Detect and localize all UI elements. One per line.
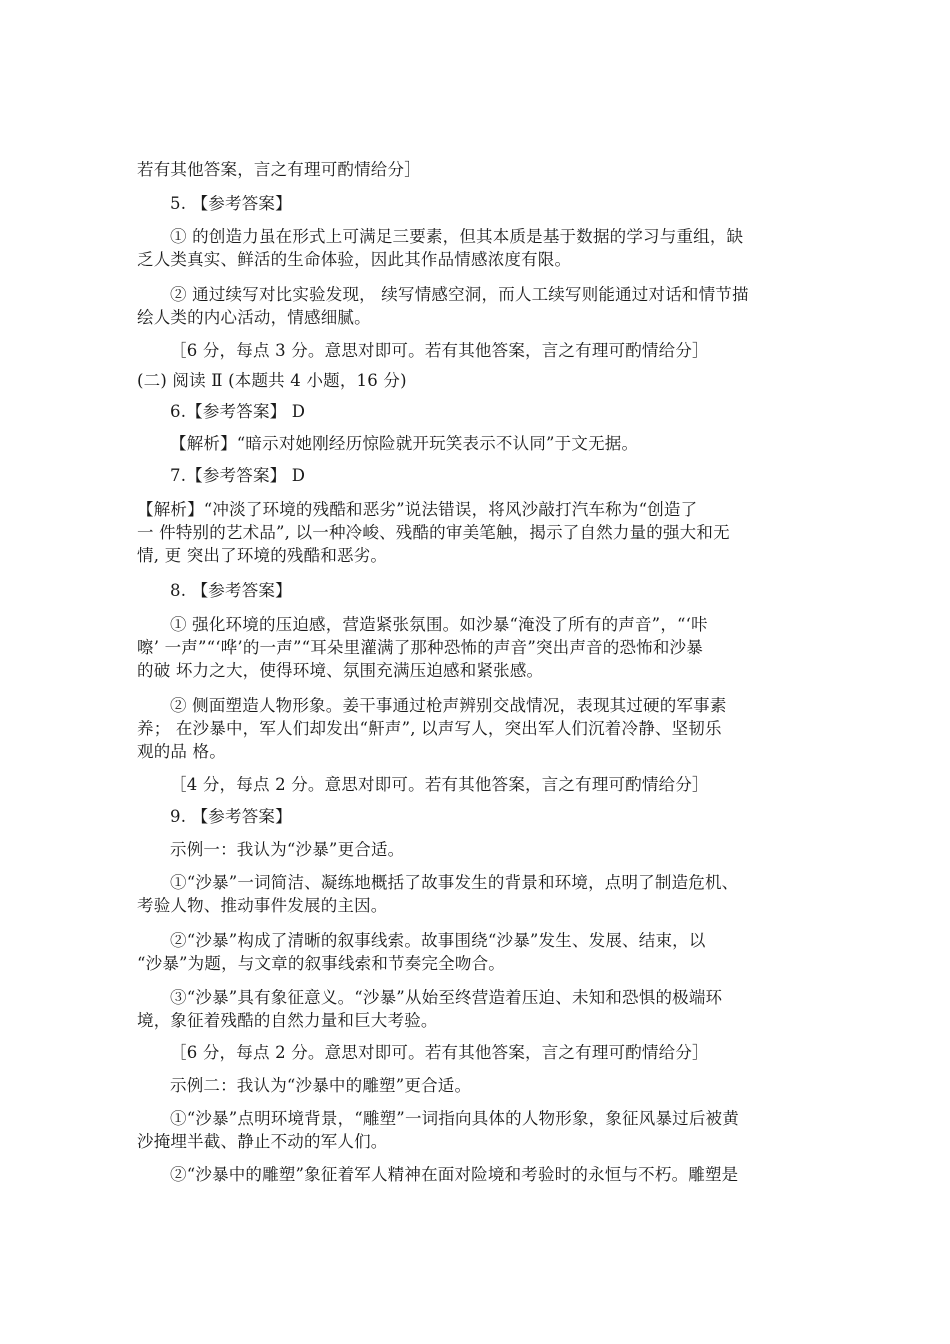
text-line: 考验人物、推动事件发展的主因。 bbox=[137, 896, 388, 915]
text-line: 情, 更 突出了环境的残酷和恶劣。 bbox=[137, 546, 388, 565]
example-heading-1: 示例一：我认为“沙暴”更合适。 bbox=[170, 840, 405, 859]
text-line: 境，象征着残酷的自然力量和巨大考验。 bbox=[137, 1011, 438, 1030]
text-line: ③“沙暴”具有象征意义。“沙暴”从始至终营造着压迫、未知和恐惧的极端环 bbox=[170, 988, 723, 1007]
text-line: 一 件特别的艺术品”, 以一种冷峻、残酷的审美笔触，揭示了自然力量的强大和无 bbox=[137, 523, 730, 542]
scoring-note: ［6 分，每点 2 分。意思对即可。若有其他答案，言之有理可酌情给分］ bbox=[170, 1043, 709, 1062]
answer-heading-9: 9. 【参考答案】 bbox=[170, 807, 292, 826]
analysis-line: 【解析】“暗示对她刚经历惊险就开玩笑表示不认同”于文无据。 bbox=[170, 434, 639, 453]
text-line: 沙掩埋半截、静止不动的军人们。 bbox=[137, 1132, 388, 1151]
text-line: 嚓’ 一声”“‘哗’的一声”“耳朵里灌满了那种恐怖的声音”突出声音的恐怖和沙暴 bbox=[137, 638, 703, 657]
scoring-note: ［6 分，每点 3 分。意思对即可。若有其他答案，言之有理可酌情给分］ bbox=[170, 341, 709, 360]
analysis-line: 【解析】“冲淡了环境的残酷和恶劣”说法错误，将风沙敲打汽车称为“创造了 bbox=[137, 500, 698, 519]
text-line: ① 强化环境的压迫感，营造紧张氛围。如沙暴“淹没了所有的声音”，“‘咔 bbox=[170, 615, 708, 634]
scoring-note: ［4 分，每点 2 分。意思对即可。若有其他答案，言之有理可酌情给分］ bbox=[170, 775, 709, 794]
text-line: ①“沙暴”点明环境背景，“雕塑”一词指向具体的人物形象，象征风暴过后被黄 bbox=[170, 1109, 739, 1128]
text-line: 乏人类真实、鲜活的生命体验，因此其作品情感浓度有限。 bbox=[137, 250, 572, 269]
text-line: 的破 坏力之大，使得环境、氛围充满压迫感和紧张感。 bbox=[137, 661, 544, 680]
example-heading-2: 示例二：我认为“沙暴中的雕塑”更合适。 bbox=[170, 1076, 472, 1095]
text-line: ①“沙暴”一词简洁、凝练地概括了故事发生的背景和环境，点明了制造危机、 bbox=[170, 873, 739, 892]
answer-heading-5: 5. 【参考答案】 bbox=[170, 194, 292, 213]
text-line: “沙暴”为题，与文章的叙事线索和节奏完全吻合。 bbox=[137, 954, 505, 973]
answer-heading-7: 7.【参考答案】 D bbox=[170, 466, 306, 485]
text-line: ②“沙暴中的雕塑”象征着军人精神在面对险境和考验时的永恒与不朽。雕塑是 bbox=[170, 1165, 739, 1184]
text-line: 观的品 格。 bbox=[137, 742, 226, 761]
text-line: ① 的创造力虽在形式上可满足三要素，但其本质是基于数据的学习与重组，缺 bbox=[170, 227, 744, 246]
answer-heading-6: 6.【参考答案】 D bbox=[170, 402, 306, 421]
text-line: 绘人类的内心活动，情感细腻。 bbox=[137, 308, 371, 327]
text-line: ②“沙暴”构成了清晰的叙事线索。故事围绕“沙暴”发生、发展、结束，以 bbox=[170, 931, 706, 950]
text-line: 若有其他答案，言之有理可酌情给分］ bbox=[137, 160, 421, 179]
text-line: ② 通过续写对比实验发现， 续写情感空洞，而人工续写则能通过对话和情节描 bbox=[170, 285, 749, 304]
answer-heading-8: 8. 【参考答案】 bbox=[170, 581, 292, 600]
section-heading: (二) 阅读 Ⅱ (本题共 4 小题，16 分) bbox=[137, 371, 407, 390]
text-line: ② 侧面塑造人物形象。姜干事通过枪声辨别交战情况，表现其过硬的军事素 bbox=[170, 696, 727, 715]
text-line: 养； 在沙暴中，军人们却发出“鼾声”, 以声写人，突出军人们沉着冷静、坚韧乐 bbox=[137, 719, 722, 738]
